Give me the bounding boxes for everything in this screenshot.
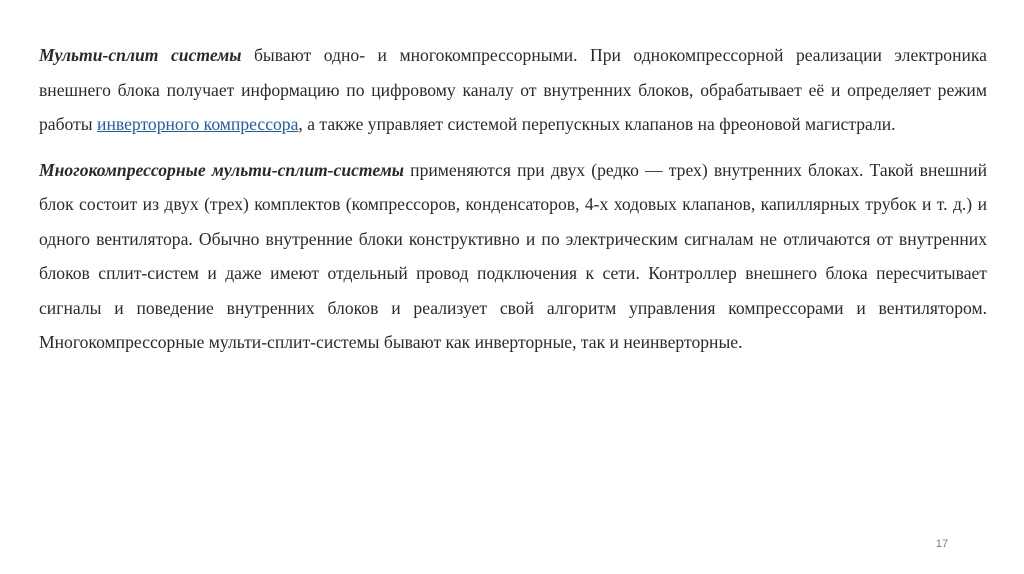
inverter-compressor-link[interactable]: инверторного компрессора <box>97 114 299 134</box>
paragraph-text: бывают одно- и многокомпрессорными. При однокомпрессорной реализации электроника внешнего блока получает информацию по цифровому каналу от внутренних блоков, обрабатывает её и определяет режим работы <box>39 45 987 134</box>
paragraph-text: применяются при двух (редко — трех) внутренних блоках. Такой внешний блок состоит из двух (трех) комплектов (компрессоров, конденсаторов, 4-х ходовых клапанов, капиллярных трубок и т. д.) и одного вентилятора. Обычно внутренние блоки конструктивно и по электрическим сигналам не отличаются от внутренних блоков сплит-систем и даже имеют отдельный провод подключения к сети. Контроллер внешнего блока пересчитывает сигналы и поведение внутренних блоков и реализует свой алгоритм управления компрессорами и вентилятором. Многокомпрессорные мульти-сплит-системы бывают как инверторные, так и неинверторные. <box>39 159 988 352</box>
term-multi-compressor: Многокомпрессорные мульти-сплит-системы <box>39 159 405 180</box>
term-multi-split: Мульти-сплит системы <box>39 45 242 65</box>
paragraph-multi-compressor <box>39 153 987 360</box>
paragraph-multi-split <box>39 38 987 142</box>
page-number: 17 <box>935 538 949 550</box>
paragraph-text: , а также управляет системой перепускных клапанов на фреоновой магистрали. <box>298 114 896 134</box>
slide-body <box>39 38 987 360</box>
